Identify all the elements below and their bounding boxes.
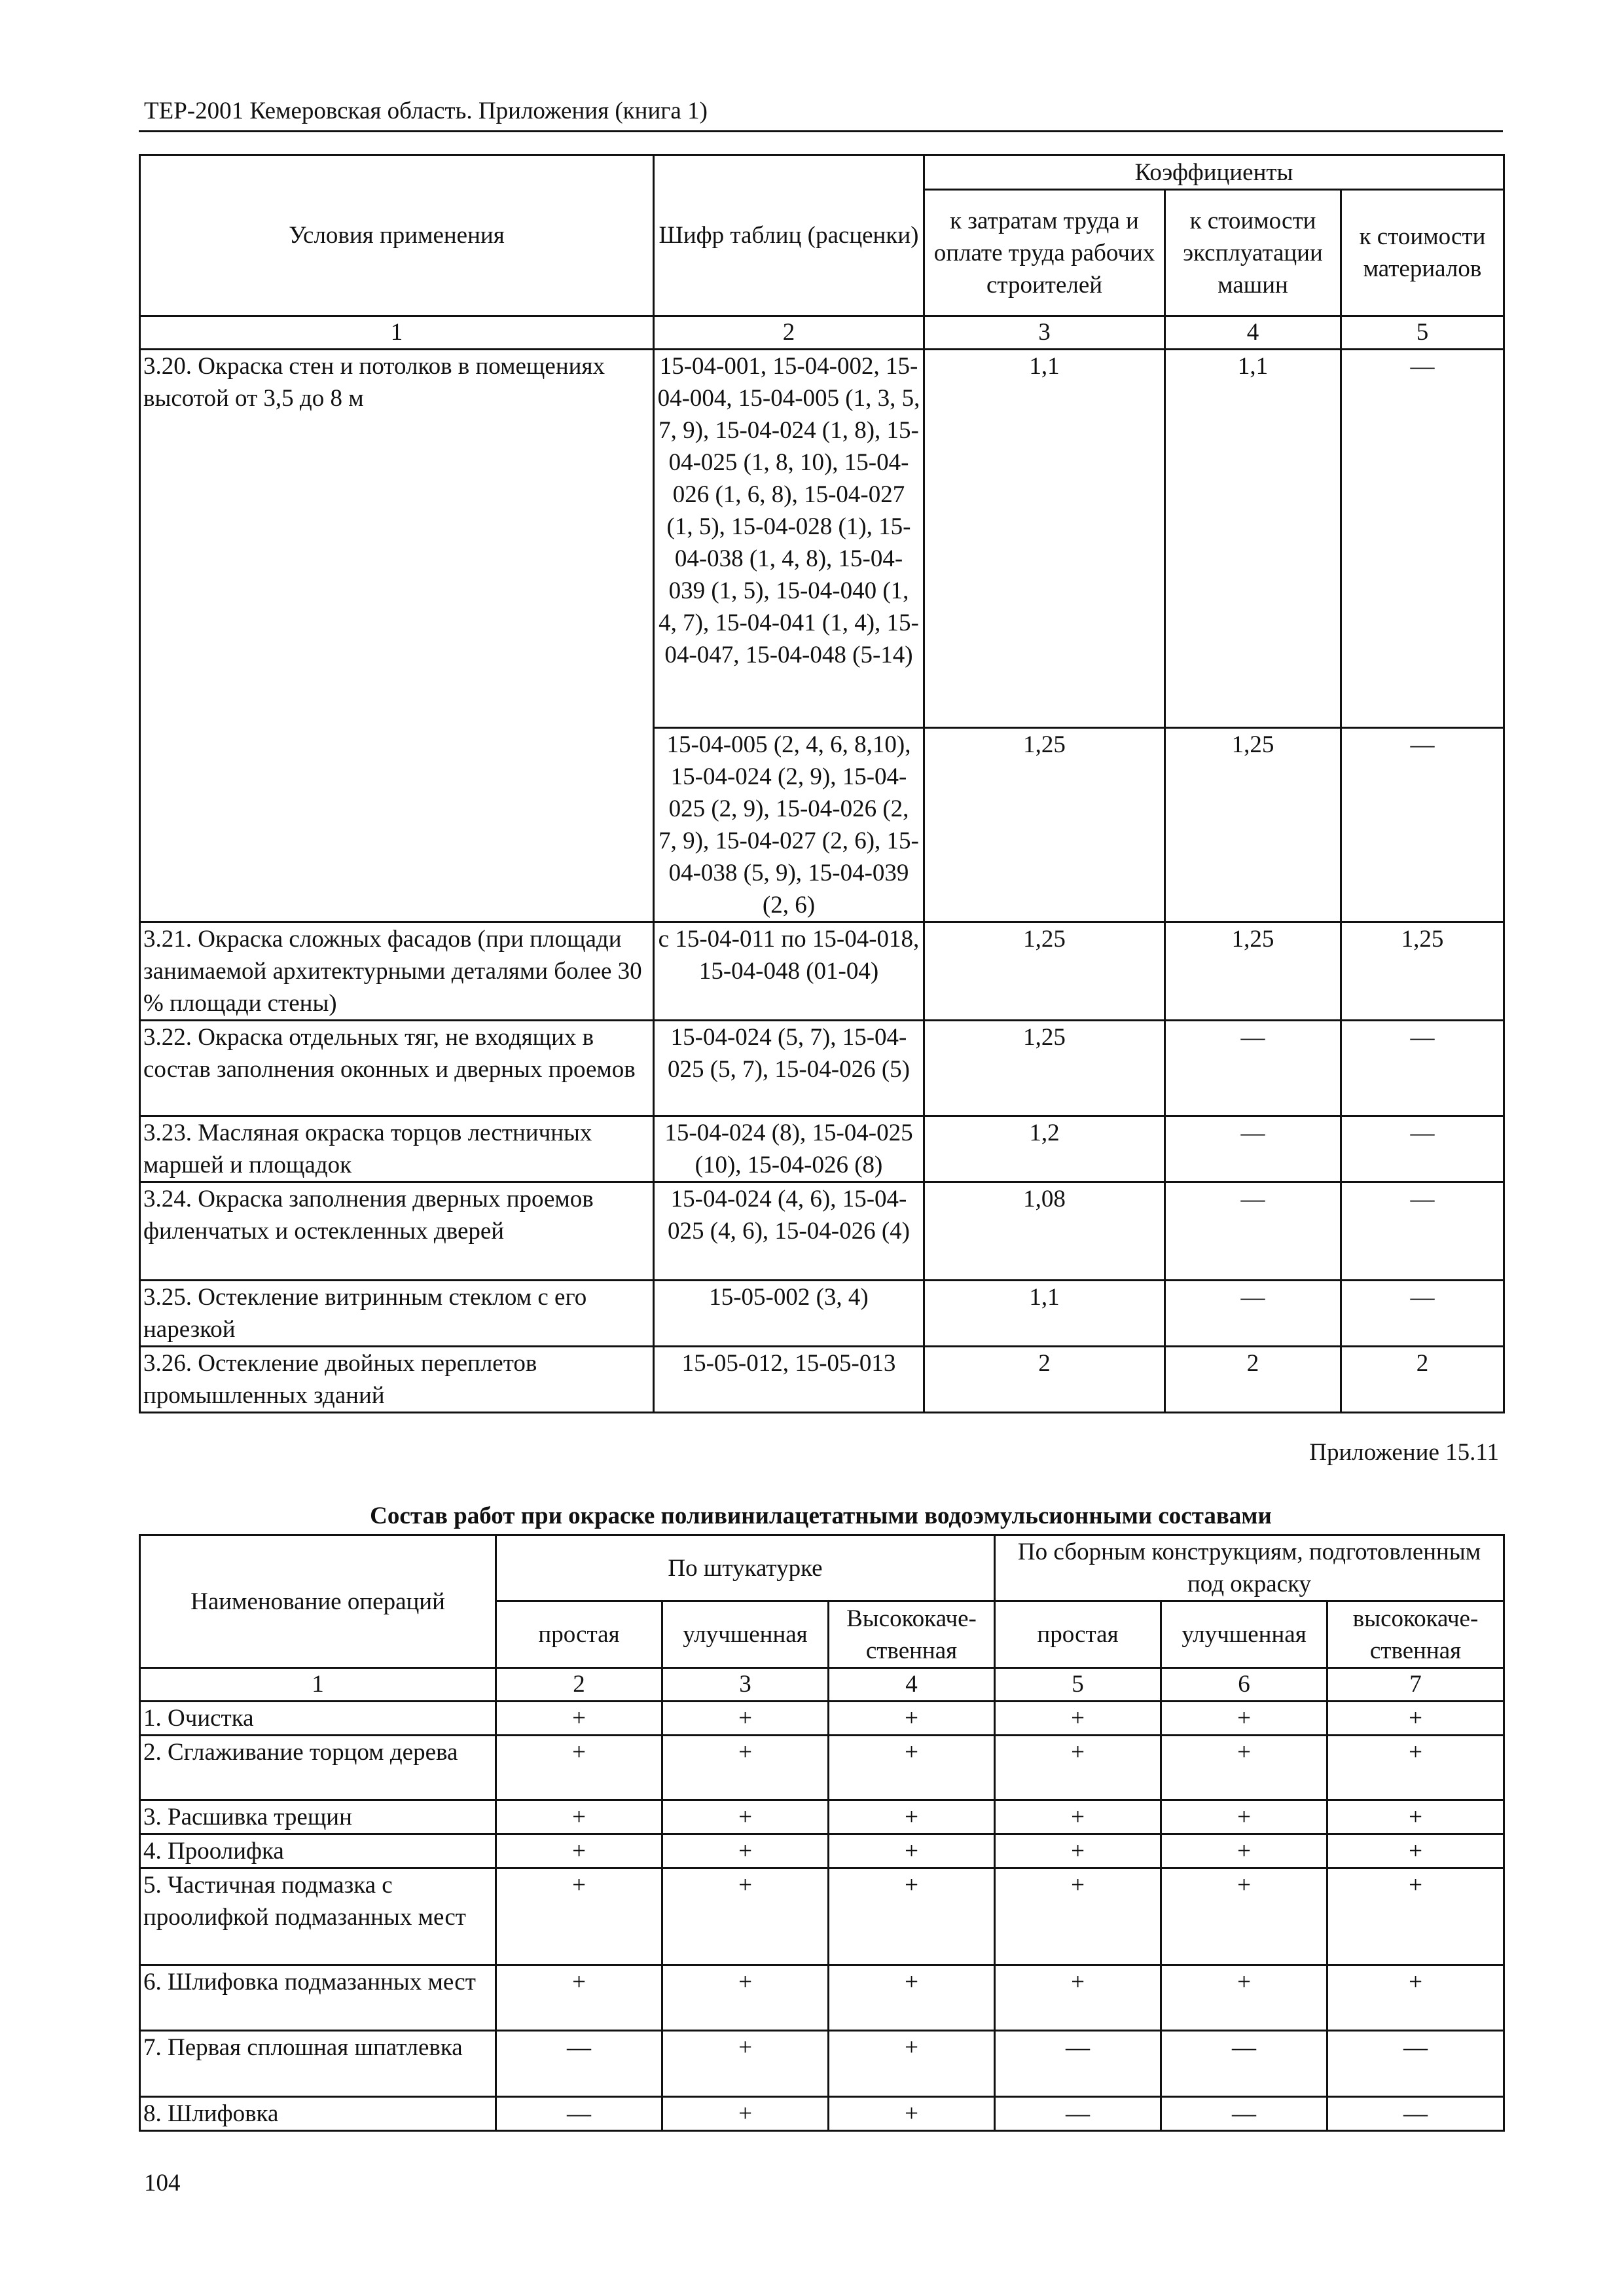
operation-mark: +: [496, 1868, 662, 1965]
operation-mark: +: [829, 1868, 995, 1965]
table-row: [140, 1736, 1504, 1800]
operation-name: 7. Первая сплошная шпатлевка: [140, 2031, 496, 2097]
operation-mark: +: [1327, 1736, 1504, 1800]
row-labor: 1,25: [924, 922, 1165, 1021]
operation-mark: +: [1161, 1868, 1327, 1965]
row-materials: 1,25: [1341, 922, 1504, 1021]
operation-mark: —: [1161, 2031, 1327, 2097]
operation-mark: +: [995, 1800, 1161, 1834]
row-machines: 1,25: [1165, 728, 1341, 922]
row-materials: —: [1341, 350, 1504, 728]
operation-mark: —: [1327, 2031, 1504, 2097]
col-number: 4: [1165, 316, 1341, 350]
table-row: [140, 1800, 1504, 1834]
header-labor: к затратам труда и оплате труда рабочих строителей: [924, 190, 1165, 316]
operation-mark: +: [662, 1800, 829, 1834]
col-number: 5: [1341, 316, 1504, 350]
table-row: [140, 2097, 1504, 2131]
row-code: 15-04-001, 15-04-002, 15-04-004, 15-04-005 (1, 3, 5, 7, 9), 15-04-024 (1, 8), 15-04-025 (1, 8, 10), 15-04-026 (1, 6, 8), 15-04-027 (1, 5), 15-04-028 (1), 15-04-038 (1, 4, 8), 15-04-039 (1, 5), 15-04-040 (1, 4, 7), 15-04-041 (1, 4), 15-04-047, 15-04-048 (5-14): [654, 350, 924, 728]
operation-mark: +: [829, 1834, 995, 1868]
operation-mark: +: [496, 1736, 662, 1800]
operation-mark: +: [496, 1702, 662, 1736]
operation-name: 2. Сглаживание торцом дерева: [140, 1736, 496, 1800]
header-prefab-simple: простая: [995, 1601, 1161, 1668]
header-conditions: Условия применения: [140, 155, 654, 316]
header-materials: к стоимости материалов: [1341, 190, 1504, 316]
row-materials: —: [1341, 1182, 1504, 1281]
row-materials: —: [1341, 1281, 1504, 1347]
table-row: [140, 1281, 1504, 1347]
col-number: 2: [654, 316, 924, 350]
operation-mark: +: [496, 1800, 662, 1834]
page-header: [139, 92, 1503, 132]
col-number: 5: [995, 1668, 1161, 1702]
operation-mark: —: [1161, 2097, 1327, 2131]
row-code: 15-04-024 (4, 6), 15-04-025 (4, 6), 15-04-026 (4): [654, 1182, 924, 1281]
row-condition: 3.24. Окраска заполнения дверных проемов филенчатых и остекленных дверей: [140, 1182, 654, 1281]
header-machines: к стоимости эксплуатации машин: [1165, 190, 1341, 316]
header-prefab-improved: улучшенная: [1161, 1601, 1327, 1668]
operation-mark: +: [995, 1868, 1161, 1965]
appendix-label: Приложение 15.11: [1309, 1439, 1499, 1466]
operation-mark: +: [662, 1868, 829, 1965]
row-code: 15-04-005 (2, 4, 6, 8,10), 15-04-024 (2, 9), 15-04-025 (2, 9), 15-04-026 (2, 7, 9), 15-04-027 (2, 6), 15-04-038 (5, 9), 15-04-039 (2, 6): [654, 728, 924, 922]
operation-mark: +: [829, 1800, 995, 1834]
row-condition: 3.26. Остекление двойных переплетов промышленных зданий: [140, 1347, 654, 1413]
operation-mark: —: [995, 2031, 1161, 2097]
table-row: [140, 1182, 1504, 1281]
operation-mark: +: [662, 1736, 829, 1800]
operation-name: 5. Частичная подмазка с проолифкой подмазанных мест: [140, 1868, 496, 1965]
operation-mark: +: [662, 1702, 829, 1736]
row-code: 15-04-024 (8), 15-04-025 (10), 15-04-026 (8): [654, 1116, 924, 1182]
row-materials: —: [1341, 728, 1504, 922]
row-code: 15-04-024 (5, 7), 15-04-025 (5, 7), 15-04-026 (5): [654, 1021, 924, 1116]
operation-mark: +: [662, 2097, 829, 2131]
row-machines: 1,1: [1165, 350, 1341, 728]
row-condition: 3.21. Окраска сложных фасадов (при площади занимаемой архитектурными деталями более 30 % площади стены): [140, 922, 654, 1021]
table-row: [140, 2031, 1504, 2097]
table-row: [140, 350, 1504, 728]
col-number: 3: [924, 316, 1165, 350]
header-plaster-simple: простая: [496, 1601, 662, 1668]
header-prefab-high-quality: высококаче-ственная: [1327, 1601, 1504, 1668]
row-code: с 15-04-011 по 15-04-018, 15-04-048 (01-04): [654, 922, 924, 1021]
col-number: 2: [496, 1668, 662, 1702]
col-number: 3: [662, 1668, 829, 1702]
row-materials: 2: [1341, 1347, 1504, 1413]
row-condition: 3.22. Окраска отдельных тяг, не входящих в состав заполнения оконных и дверных проемов: [140, 1021, 654, 1116]
operation-mark: +: [1327, 1800, 1504, 1834]
operation-mark: +: [662, 1834, 829, 1868]
row-machines: 1,25: [1165, 922, 1341, 1021]
operation-name: 8. Шлифовка: [140, 2097, 496, 2131]
operation-mark: +: [829, 1965, 995, 2031]
col-number: 1: [140, 1668, 496, 1702]
operation-mark: +: [829, 1736, 995, 1800]
header-plaster-high-quality: Высококаче-ственная: [829, 1601, 995, 1668]
row-machines: —: [1165, 1182, 1341, 1281]
operation-mark: +: [1161, 1800, 1327, 1834]
operation-mark: —: [1327, 2097, 1504, 2131]
row-materials: —: [1341, 1116, 1504, 1182]
operation-name: 6. Шлифовка подмазанных мест: [140, 1965, 496, 2031]
row-machines: —: [1165, 1116, 1341, 1182]
table-row: [140, 1116, 1504, 1182]
operation-mark: +: [1161, 1736, 1327, 1800]
page-number: 104: [144, 2170, 181, 2196]
col-number: 6: [1161, 1668, 1327, 1702]
row-code: 15-05-012, 15-05-013: [654, 1347, 924, 1413]
operation-mark: +: [829, 2031, 995, 2097]
row-machines: —: [1165, 1021, 1341, 1116]
table-row: [140, 922, 1504, 1021]
row-condition: 3.23. Масляная окраска торцов лестничных маршей и площадок: [140, 1116, 654, 1182]
operation-mark: +: [496, 1965, 662, 2031]
operation-mark: +: [829, 2097, 995, 2131]
table-row: [140, 1965, 1504, 2031]
row-labor: 2: [924, 1347, 1165, 1413]
table2-title: Состав работ при окраске поливинилацетатными водоэмульсионными составами: [370, 1503, 1272, 1529]
operation-mark: +: [1327, 1702, 1504, 1736]
row-labor: 1,25: [924, 728, 1165, 922]
table-row: [140, 1834, 1504, 1868]
row-materials: —: [1341, 1021, 1504, 1116]
operation-mark: +: [1327, 1965, 1504, 2031]
table-row: [140, 1702, 1504, 1736]
row-labor: 1,25: [924, 1021, 1165, 1116]
col-number: 7: [1327, 1668, 1504, 1702]
row-labor: 1,1: [924, 1281, 1165, 1347]
operation-mark: —: [995, 2097, 1161, 2131]
header-operations: Наименование операций: [140, 1535, 496, 1668]
operation-mark: +: [995, 1965, 1161, 2031]
operation-mark: +: [995, 1736, 1161, 1800]
operation-name: 3. Расшивка трещин: [140, 1800, 496, 1834]
row-machines: —: [1165, 1281, 1341, 1347]
header-coefficients: Коэффициенты: [924, 155, 1504, 190]
operation-mark: +: [1161, 1965, 1327, 2031]
header-title: ТЕР-2001 Кемеровская область. Приложения (книга 1): [144, 98, 708, 124]
row-machines: 2: [1165, 1347, 1341, 1413]
operation-mark: —: [496, 2031, 662, 2097]
header-prefab: По сборным конструкциям, подготовленным под окраску: [995, 1535, 1504, 1601]
header-plaster: По штукатурке: [496, 1535, 995, 1601]
header-plaster-improved: улучшенная: [662, 1601, 829, 1668]
coefficients-table: [139, 154, 1505, 1413]
operation-mark: +: [1327, 1868, 1504, 1965]
row-condition: 3.20. Окраска стен и потолков в помещениях высотой от 3,5 до 8 м: [140, 350, 654, 922]
operation-mark: +: [995, 1834, 1161, 1868]
operation-mark: +: [829, 1702, 995, 1736]
table-row: [140, 1347, 1504, 1413]
row-labor: 1,08: [924, 1182, 1165, 1281]
row-labor: 1,1: [924, 350, 1165, 728]
table-row: [140, 1021, 1504, 1116]
row-condition: 3.25. Остекление витринным стеклом с его нарезкой: [140, 1281, 654, 1347]
table-row: [140, 1868, 1504, 1965]
operation-mark: —: [496, 2097, 662, 2131]
operation-mark: +: [995, 1702, 1161, 1736]
operation-mark: +: [1327, 1834, 1504, 1868]
row-code: 15-05-002 (3, 4): [654, 1281, 924, 1347]
operation-name: 4. Проолифка: [140, 1834, 496, 1868]
work-composition-table: [139, 1534, 1505, 2132]
header-code: Шифр таблиц (расценки): [654, 155, 924, 316]
col-number: 4: [829, 1668, 995, 1702]
operation-mark: +: [662, 2031, 829, 2097]
operation-name: 1. Очистка: [140, 1702, 496, 1736]
operation-mark: +: [1161, 1702, 1327, 1736]
row-labor: 1,2: [924, 1116, 1165, 1182]
col-number: 1: [140, 316, 654, 350]
operation-mark: +: [1161, 1834, 1327, 1868]
operation-mark: +: [496, 1834, 662, 1868]
operation-mark: +: [662, 1965, 829, 2031]
